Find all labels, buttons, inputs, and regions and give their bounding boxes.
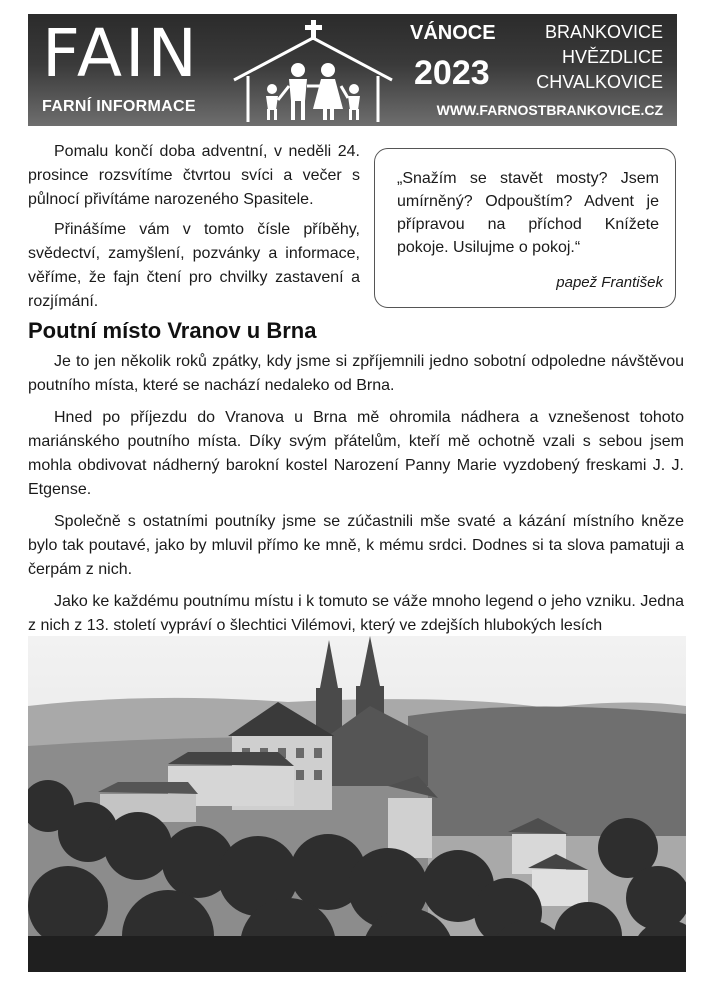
intro-section: [28, 140, 360, 320]
quote-text: „Snažím se stavět mosty? Jsem umírněný? Odpouštím? Advent je přípravou na příchod Knížete pokoje. Usilujme o pokoj.“: [397, 170, 659, 256]
issue-year: 2023: [414, 54, 490, 92]
newsletter-subtitle: FARNÍ INFORMACE: [42, 98, 196, 115]
vranov-photo: [28, 636, 686, 972]
article-paragraph: Je to jen několik roků zpátky, kdy jsme si zpříjemnili jedno sobotní odpoledne návštěvou poutního místa, které se nachází nedaleko od Brna.: [28, 353, 684, 394]
article-paragraph: Hned po příjezdu do Vranova u Brna mě ohromila nádhera a vznešenost tohoto mariánského poutního místa. Díky svým přátelům, kteří mě ochotně vzali s sebou jsem mohla obdivovat nádherný barokní kostel Narození Panny Marie vyzdobený freskami J. J. Etgense.: [28, 409, 684, 498]
article-body: [28, 350, 684, 646]
quote-author: papež František: [556, 274, 663, 291]
article-title: Poutní místo Vranov u Brna: [28, 318, 317, 343]
masthead: [28, 14, 677, 126]
article-paragraph: Jako ke každému poutnímu místu i k tomuto se váže mnoho legend o jeho vzniku. Jedna z nich z 13. století vypráví o šlechtici Vilémovi, který ve zdejších hlubokých lesích: [28, 593, 684, 634]
village-name: CHVALKOVICE: [536, 72, 663, 92]
article-paragraph: Společně s ostatními poutníky jsme se zúčastnili mše svaté a kázání místního kněze bylo tak poutavé, jako by mluvil přímo ke mně, k mému srdci. Dodnes si ta slova pamatuji a čerpám z nich.: [28, 513, 684, 578]
church-family-icon: [228, 20, 398, 124]
intro-paragraph: Přinášíme vám v tomto čísle příběhy, svědectví, zamyšlení, pozvánky a informace, věříme, že fajn čtení pro chvilky zastavení a rozjímání.: [28, 221, 360, 310]
parish-website: WWW.FARNOSTBRANKOVICE.CZ: [436, 102, 663, 118]
vranov-photo-illustration: [28, 636, 686, 972]
village-name: BRANKOVICE: [544, 22, 663, 42]
village-name: HVĚZDLICE: [561, 47, 663, 67]
quote-box: [374, 148, 676, 308]
issue-season: VÁNOCE: [410, 22, 496, 44]
newsletter-logo: FAIN: [42, 15, 200, 92]
intro-paragraph: Pomalu končí doba adventní, v neděli 24. prosince rozsvítíme čtvrtou svíci a večer s půlnocí přivítáme narozeného Spasitele.: [28, 143, 360, 208]
parish-villages: [536, 20, 663, 95]
